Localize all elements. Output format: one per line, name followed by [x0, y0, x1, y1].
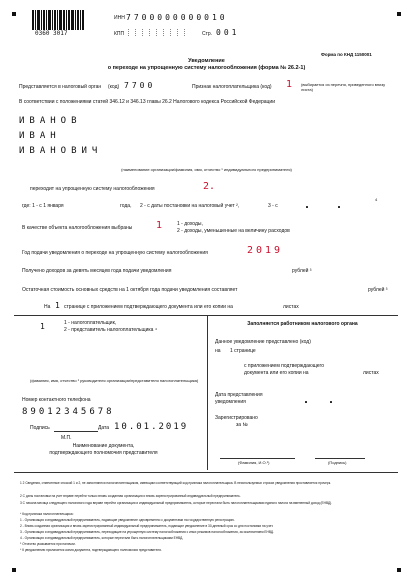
footnote-mark: 4 — [375, 197, 378, 202]
reg-label-1: Зарегистрировано — [215, 415, 258, 421]
residual-unit: рублей ³ — [368, 287, 388, 293]
barcode — [32, 10, 84, 32]
signer-fio-caption: (фамилия, имя, отчество ¹ руководителя организации/представителя налогоплательщика) — [30, 378, 199, 383]
date-label: Дата — [98, 425, 110, 431]
footnote-5: 1 - Организация и индивидуальный предприниматель, подающие уведомление одновременно с документами на государственную регистрацию. — [20, 518, 235, 522]
corner-marker-bl — [12, 568, 16, 572]
submitted-page: 1 странице — [230, 348, 256, 354]
footnote-8: 4 - Организация и индивидуальный предприниматель, которые перестали быть налогоплательщиками ЕНВД. — [20, 536, 184, 540]
object-value: 1 — [156, 220, 163, 231]
first-name: ИВАН — [19, 131, 61, 141]
inn-label: ИНН — [114, 15, 125, 21]
date-separator — [338, 206, 340, 208]
legal-basis: В соответствии с положениями статей 346.12 и 346.13 главы 26.2 Налогового кодекса Российской Федерации — [19, 99, 275, 105]
footnote-4: ⁴ Код признака налогоплательщика: — [20, 512, 74, 516]
transition-option2: 2 - с даты постановки на налоговый учет ², — [140, 203, 240, 209]
name-caption: (наименование организации/фамилия, имя, отчество ¹ индивидуального предпринимателя) — [121, 167, 292, 172]
transition-year-label: года, — [120, 203, 132, 209]
submitted-label: Данное уведомление представлено (код) — [215, 339, 311, 345]
surname: ИВАНОВ — [19, 116, 82, 126]
section-divider — [14, 315, 398, 316]
income-unit: рублей ³ — [292, 268, 312, 274]
transition-label: переходит на упрощенную систему налогообложения — [30, 186, 155, 192]
corner-marker-tr — [397, 12, 401, 16]
kpp-cells — [128, 29, 191, 36]
barcode-number: 0360 3017 — [35, 30, 68, 37]
signature-line — [54, 431, 98, 432]
staff-sign-caption: (Подпись) — [328, 460, 347, 465]
column-divider — [207, 315, 208, 470]
year-submit-label: Год подачи уведомления о переходе на упрощенную систему налогообложения — [22, 250, 208, 256]
footnote-9: ⁵ Отчество указывается при наличии. — [20, 542, 76, 546]
title-line2: о переходе на упрощенную систему налогообложения (форма № 26.2-1) — [107, 65, 306, 71]
taxpayer-sign-value: 1 — [286, 79, 293, 90]
kpp-label: КПП — [114, 31, 125, 37]
footnote-7: 3 - Организация и индивидуальный предприниматель, переходящие на упрощенную систему налогообложения с иных режимов налогообложения, за исключением ЕНВД. — [20, 530, 274, 534]
sign-label: Подпись — [30, 425, 50, 431]
phone-label: Номер контактного телефона — [22, 397, 91, 403]
signer-value: 1 — [40, 322, 48, 331]
footnote-10: ⁶ К уведомлению прилагается копия документа, подтверждающего полномочия представителя. — [20, 548, 162, 552]
taxpayer-sign-label: Признак налогоплательщика (код) — [192, 84, 272, 90]
income-label: Получено доходов за девять месяцев года подачи уведомления — [22, 268, 172, 274]
date-submit-label-1: Дата представления — [215, 392, 263, 398]
doc-caption-line1: Наименование документа, — [72, 443, 135, 449]
date-submit-label-2: уведомления — [215, 399, 246, 405]
residual-label: Остаточная стоимость основных средств на 1 октября года подачи уведомления составляет — [22, 287, 238, 293]
date-separator — [305, 401, 307, 403]
page-value: 001 — [216, 28, 240, 37]
date-value: 10.01.2019 — [114, 422, 189, 432]
tax-authority-label: Представляется в налоговый орган — [19, 84, 102, 90]
form-code: Форма по КНД 1150001 — [321, 52, 372, 57]
staff-sign-line — [315, 458, 365, 459]
pages-mid: странице с приложением подтверждающего документа или его копии на — [64, 304, 233, 310]
year-submit-value: 2019 — [247, 245, 284, 256]
footnotes-divider — [14, 472, 398, 473]
reg-label-2: за № — [236, 422, 248, 428]
footnote-6: 2 - Вновь созданная организация и вновь зарегистрированный индивидуальный предприниматель, подающие уведомление в 30-дневный срок со дня постановки на учет. — [20, 524, 274, 528]
object-option1: 1 - доходы, — [177, 221, 203, 227]
page-label: Стр. — [202, 31, 213, 37]
phone-value: 89012345678 — [22, 407, 115, 417]
pages-prefix: На — [44, 304, 51, 310]
staff-fio-caption: (Фамилия, И.О.¹) — [238, 460, 270, 465]
pages-value: 1 — [55, 301, 63, 310]
pages-suffix: листах — [283, 304, 299, 310]
corner-marker-tl — [12, 12, 16, 16]
footnote-2: 2 С даты постановки на учет вправе перейти только вновь созданная организация и вновь зарегистрированный индивидуальный предприниматель. — [20, 494, 241, 498]
footnote-3: 3 С начала месяца следующего налогового года вправе перейти организация и индивидуальный предприниматель, которые перестали быть налогоплательщиками единого налога на вмененный доход (ЕНВД). — [20, 501, 333, 505]
transition-value: 2. — [203, 181, 216, 192]
footnote-1: 1 2 Сведения, отмеченные сноской 1 и 2, не заполняются налогоплательщиком, имеющим соответствующий код признака налогоплательщика. В неиспользуемых строках уведомления проставляется прочерк. — [20, 481, 331, 485]
submitted-on: на — [215, 348, 221, 354]
attach-label-1: с приложением подтверждающего — [244, 363, 325, 369]
title-line1: Уведомление — [188, 58, 225, 64]
transition-option3: 3 - с — [268, 203, 278, 209]
attach-label-2: документа или его копии на — [244, 370, 309, 376]
corner-marker-br — [397, 568, 401, 572]
taxpayer-sign-note: (выбирается из перечня, приведенного внизу листа) — [301, 82, 386, 92]
inn-value: 7700000000010 — [126, 13, 228, 22]
right-heading: Заполняется работником налогового органа — [247, 321, 358, 327]
date-separator — [306, 206, 308, 208]
sheets-label: листах — [363, 370, 379, 376]
patronymic: ИВАНОВИЧ — [19, 146, 103, 156]
signer-option2: 2 - представитель налогоплательщика ⁴ — [64, 327, 158, 333]
mp-label: М.П. — [61, 435, 72, 441]
object-label: В качестве объекта налогообложения выбраны — [22, 225, 133, 231]
staff-fio-line — [220, 458, 295, 459]
transition-where: где: 1 - с 1 января — [22, 203, 64, 209]
code-label: (код) — [108, 84, 120, 90]
doc-caption-line2: подтверждающего полномочия представителя — [49, 450, 158, 456]
object-option2: 2 - доходы, уменьшенные на величину расходов — [177, 228, 290, 234]
date-separator — [330, 401, 332, 403]
signer-option1: 1 - налогоплательщик, — [64, 320, 117, 326]
tax-authority-code: 7700 — [124, 81, 156, 90]
